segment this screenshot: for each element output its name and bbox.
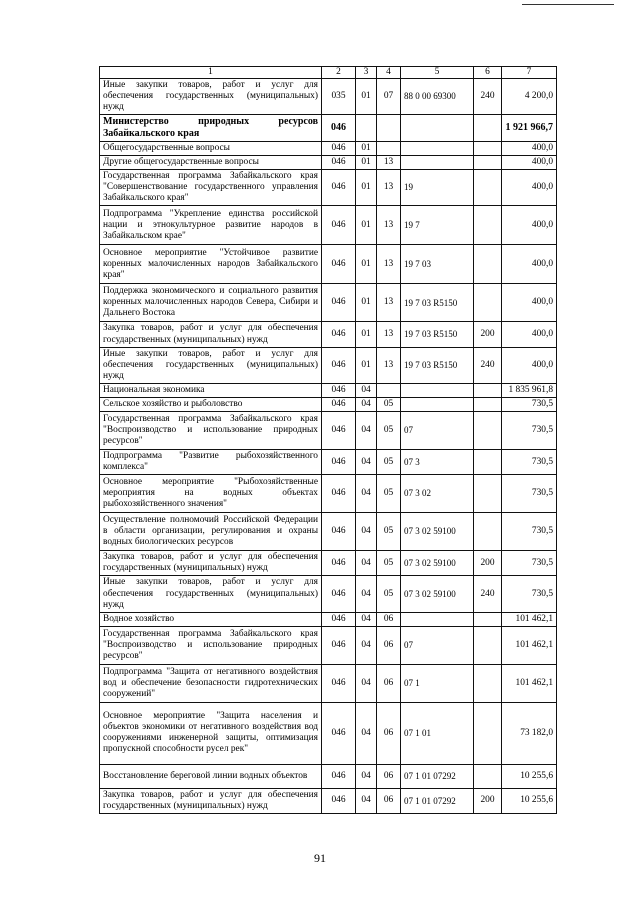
subsection-code-cell: 05 bbox=[377, 576, 401, 612]
row-name-cell: Государственная программа Забайкальского края "Совершенствование государственного управления Забайкальского края" bbox=[100, 170, 322, 206]
ministry-code-cell: 046 bbox=[322, 513, 356, 551]
column-header: 6 bbox=[474, 67, 502, 79]
amount-cell: 400,0 bbox=[502, 156, 557, 170]
ministry-code-cell: 046 bbox=[322, 412, 356, 450]
subsection-code-cell: 06 bbox=[377, 702, 401, 764]
table-row bbox=[100, 245, 557, 284]
section-code-cell: 04 bbox=[356, 450, 377, 475]
row-name-cell: Основное мероприятие "Устойчивое развитие коренных малочисленных народов Забайкальского края" bbox=[100, 245, 322, 284]
section-code-cell: 01 bbox=[356, 141, 377, 155]
target-article-cell: 19 7 03 R5150 bbox=[401, 322, 474, 347]
target-article-cell: 07 3 02 59100 bbox=[401, 551, 474, 576]
table-row bbox=[100, 398, 557, 412]
target-article-cell: 19 7 03 R5150 bbox=[401, 347, 474, 383]
subsection-code-cell: 06 bbox=[377, 626, 401, 664]
section-code-cell: 01 bbox=[356, 206, 377, 245]
column-header: 4 bbox=[377, 67, 401, 79]
amount-cell: 730,5 bbox=[502, 450, 557, 475]
target-article-cell bbox=[401, 156, 474, 170]
ministry-code-cell: 046 bbox=[322, 206, 356, 245]
expense-type-cell bbox=[474, 284, 502, 322]
ministry-code-cell: 046 bbox=[322, 764, 356, 788]
ministry-code-cell: 046 bbox=[322, 141, 356, 155]
amount-cell: 400,0 bbox=[502, 322, 557, 347]
section-code-cell: 01 bbox=[356, 79, 377, 115]
expense-type-cell bbox=[474, 245, 502, 284]
target-article-cell bbox=[401, 141, 474, 155]
amount-cell: 1 835 961,8 bbox=[502, 383, 557, 397]
amount-cell: 730,5 bbox=[502, 398, 557, 412]
section-code-cell: 01 bbox=[356, 156, 377, 170]
expense-type-cell bbox=[474, 412, 502, 450]
row-name-cell: Подпрограмма "Укрепление единства российской нации и этнокультурное развитие народов в Забайкальском крае" bbox=[100, 206, 322, 245]
ministry-code-cell: 046 bbox=[322, 383, 356, 397]
amount-cell: 73 182,0 bbox=[502, 702, 557, 764]
table-row bbox=[100, 284, 557, 322]
target-article-cell: 07 bbox=[401, 412, 474, 450]
ministry-code-cell: 046 bbox=[322, 245, 356, 284]
target-article-cell: 07 3 bbox=[401, 450, 474, 475]
amount-cell: 101 462,1 bbox=[502, 612, 557, 626]
amount-cell: 400,0 bbox=[502, 347, 557, 383]
ministry-code-cell: 046 bbox=[322, 788, 356, 813]
expense-type-cell bbox=[474, 206, 502, 245]
subsection-code-cell: 06 bbox=[377, 788, 401, 813]
amount-cell: 730,5 bbox=[502, 412, 557, 450]
amount-cell: 1 921 966,7 bbox=[502, 115, 557, 142]
ministry-code-cell: 046 bbox=[322, 284, 356, 322]
section-code-cell: 01 bbox=[356, 347, 377, 383]
expense-type-cell bbox=[474, 764, 502, 788]
table-row bbox=[100, 206, 557, 245]
amount-cell: 400,0 bbox=[502, 245, 557, 284]
expense-type-cell: 240 bbox=[474, 347, 502, 383]
amount-cell: 730,5 bbox=[502, 513, 557, 551]
subsection-code-cell: 13 bbox=[377, 347, 401, 383]
expense-type-cell bbox=[474, 141, 502, 155]
section-code-cell: 04 bbox=[356, 513, 377, 551]
ministry-code-cell: 046 bbox=[322, 664, 356, 702]
amount-cell: 400,0 bbox=[502, 284, 557, 322]
subsection-code-cell: 05 bbox=[377, 398, 401, 412]
expense-type-cell bbox=[474, 513, 502, 551]
section-code-cell: 04 bbox=[356, 398, 377, 412]
row-name-cell: Национальная экономика bbox=[100, 383, 322, 397]
row-name-cell: Водное хозяйство bbox=[100, 612, 322, 626]
target-article-cell: 07 3 02 59100 bbox=[401, 513, 474, 551]
top-rule bbox=[522, 4, 614, 5]
target-article-cell bbox=[401, 115, 474, 142]
section-code-cell: 04 bbox=[356, 612, 377, 626]
row-name-cell: Общегосударственные вопросы bbox=[100, 141, 322, 155]
subsection-code-cell: 05 bbox=[377, 551, 401, 576]
target-article-cell: 19 7 03 R5150 bbox=[401, 284, 474, 322]
ministry-code-cell: 046 bbox=[322, 702, 356, 764]
page-number: 91 bbox=[314, 851, 326, 865]
amount-cell: 400,0 bbox=[502, 170, 557, 206]
ministry-code-cell: 035 bbox=[322, 79, 356, 115]
subsection-code-cell: 07 bbox=[377, 79, 401, 115]
amount-cell: 10 255,6 bbox=[502, 764, 557, 788]
target-article-cell: 07 1 01 07292 bbox=[401, 788, 474, 813]
row-name-cell: Государственная программа Забайкальского края "Воспроизводство и использование природных ресурсов" bbox=[100, 412, 322, 450]
ministry-code-cell: 046 bbox=[322, 576, 356, 612]
subsection-code-cell: 06 bbox=[377, 612, 401, 626]
section-code-cell: 04 bbox=[356, 551, 377, 576]
table-row bbox=[100, 626, 557, 664]
amount-cell: 400,0 bbox=[502, 141, 557, 155]
section-code-cell: 04 bbox=[356, 383, 377, 397]
row-name-cell: Поддержка экономического и социального развития коренных малочисленных народов Севера, Сибири и Дальнего Востока bbox=[100, 284, 322, 322]
row-name-cell: Осуществление полномочий Российской Федерации в области организации, регулирования и охраны водных биологических ресурсов bbox=[100, 513, 322, 551]
amount-cell: 10 255,6 bbox=[502, 788, 557, 813]
expense-type-cell bbox=[474, 398, 502, 412]
table-row bbox=[100, 664, 557, 702]
subsection-code-cell: 05 bbox=[377, 450, 401, 475]
subsection-code-cell: 06 bbox=[377, 764, 401, 788]
expense-type-cell: 200 bbox=[474, 322, 502, 347]
table-header-row bbox=[100, 67, 557, 79]
row-name-cell: Подпрограмма "Защита от негативного воздействия вод и обеспечение безопасности гидротехнических сооружений" bbox=[100, 664, 322, 702]
target-article-cell: 07 1 01 07292 bbox=[401, 764, 474, 788]
amount-cell: 101 462,1 bbox=[502, 664, 557, 702]
budget-table bbox=[99, 66, 557, 814]
expense-type-cell bbox=[474, 626, 502, 664]
amount-cell: 400,0 bbox=[502, 206, 557, 245]
amount-cell: 730,5 bbox=[502, 551, 557, 576]
row-name-cell: Сельское хозяйство и рыболовство bbox=[100, 398, 322, 412]
expense-type-cell bbox=[474, 664, 502, 702]
ministry-code-cell: 046 bbox=[322, 626, 356, 664]
table-row bbox=[100, 412, 557, 450]
expense-type-cell: 240 bbox=[474, 576, 502, 612]
expense-type-cell bbox=[474, 156, 502, 170]
section-code-cell: 01 bbox=[356, 322, 377, 347]
table-row bbox=[100, 764, 557, 788]
target-article-cell bbox=[401, 383, 474, 397]
expense-type-cell: 240 bbox=[474, 79, 502, 115]
target-article-cell bbox=[401, 398, 474, 412]
section-code-cell bbox=[356, 115, 377, 142]
ministry-code-cell: 046 bbox=[322, 398, 356, 412]
target-article-cell: 07 1 01 bbox=[401, 702, 474, 764]
ministry-code-cell: 046 bbox=[322, 551, 356, 576]
subsection-code-cell: 13 bbox=[377, 322, 401, 347]
table-row bbox=[100, 347, 557, 383]
row-name-cell: Восстановление береговой линии водных объектов bbox=[100, 764, 322, 788]
column-header: 3 bbox=[356, 67, 377, 79]
ministry-code-cell: 046 bbox=[322, 170, 356, 206]
target-article-cell bbox=[401, 612, 474, 626]
subsection-code-cell: 05 bbox=[377, 412, 401, 450]
section-code-cell: 01 bbox=[356, 284, 377, 322]
table-row bbox=[100, 141, 557, 155]
row-name-cell: Иные закупки товаров, работ и услуг для обеспечения государственных (муниципальных) нужд bbox=[100, 79, 322, 115]
row-name-cell: Государственная программа Забайкальского края "Воспроизводство и использование природных ресурсов" bbox=[100, 626, 322, 664]
subsection-code-cell bbox=[377, 115, 401, 142]
target-article-cell: 88 0 00 69300 bbox=[401, 79, 474, 115]
target-article-cell: 19 7 bbox=[401, 206, 474, 245]
table-row bbox=[100, 551, 557, 576]
table-row bbox=[100, 702, 557, 764]
ministry-code-cell: 046 bbox=[322, 450, 356, 475]
section-code-cell: 04 bbox=[356, 475, 377, 513]
expense-type-cell bbox=[474, 383, 502, 397]
subsection-code-cell: 13 bbox=[377, 156, 401, 170]
target-article-cell: 07 3 02 bbox=[401, 475, 474, 513]
table-row bbox=[100, 115, 557, 142]
row-name-cell: Подпрограмма "Развитие рыбохозяйственного комплекса" bbox=[100, 450, 322, 475]
ministry-code-cell: 046 bbox=[322, 475, 356, 513]
amount-cell: 4 200,0 bbox=[502, 79, 557, 115]
subsection-code-cell: 13 bbox=[377, 284, 401, 322]
row-name-cell: Министерство природных ресурсов Забайкальского края bbox=[100, 115, 322, 142]
section-code-cell: 01 bbox=[356, 245, 377, 284]
table-row bbox=[100, 79, 557, 115]
table-row bbox=[100, 450, 557, 475]
target-article-cell: 19 7 03 bbox=[401, 245, 474, 284]
table-row bbox=[100, 788, 557, 813]
target-article-cell: 07 1 bbox=[401, 664, 474, 702]
subsection-code-cell bbox=[377, 141, 401, 155]
table-row bbox=[100, 513, 557, 551]
amount-cell: 730,5 bbox=[502, 576, 557, 612]
subsection-code-cell: 13 bbox=[377, 206, 401, 245]
expense-type-cell bbox=[474, 170, 502, 206]
target-article-cell: 19 bbox=[401, 170, 474, 206]
target-article-cell: 07 3 02 59100 bbox=[401, 576, 474, 612]
column-header: 1 bbox=[100, 67, 322, 79]
ministry-code-cell: 046 bbox=[322, 612, 356, 626]
section-code-cell: 04 bbox=[356, 788, 377, 813]
ministry-code-cell: 046 bbox=[322, 322, 356, 347]
row-name-cell: Закупка товаров, работ и услуг для обеспечения государственных (муниципальных) нужд bbox=[100, 788, 322, 813]
ministry-code-cell: 046 bbox=[322, 156, 356, 170]
subsection-code-cell: 13 bbox=[377, 245, 401, 284]
target-article-cell: 07 bbox=[401, 626, 474, 664]
section-code-cell: 04 bbox=[356, 626, 377, 664]
table-row bbox=[100, 576, 557, 612]
expense-type-cell bbox=[474, 450, 502, 475]
row-name-cell: Основное мероприятие "Защита населения и объектов экономики от негативного воздействия вод сооружениями инженерной защиты, оптимизация пропускной способности русел рек" bbox=[100, 702, 322, 764]
expense-type-cell bbox=[474, 115, 502, 142]
row-name-cell: Другие общегосударственные вопросы bbox=[100, 156, 322, 170]
column-header: 2 bbox=[322, 67, 356, 79]
row-name-cell: Закупка товаров, работ и услуг для обеспечения государственных (муниципальных) нужд bbox=[100, 551, 322, 576]
expense-type-cell bbox=[474, 612, 502, 626]
column-header: 7 bbox=[502, 67, 557, 79]
expense-type-cell: 200 bbox=[474, 551, 502, 576]
section-code-cell: 04 bbox=[356, 764, 377, 788]
subsection-code-cell: 13 bbox=[377, 170, 401, 206]
amount-cell: 101 462,1 bbox=[502, 626, 557, 664]
subsection-code-cell bbox=[377, 383, 401, 397]
row-name-cell: Основное мероприятие "Рыбохозяйственные мероприятия на водных объектах рыбохозяйственного значения" bbox=[100, 475, 322, 513]
ministry-code-cell: 046 bbox=[322, 347, 356, 383]
table-row bbox=[100, 170, 557, 206]
table-row bbox=[100, 383, 557, 397]
amount-cell: 730,5 bbox=[502, 475, 557, 513]
table-row bbox=[100, 322, 557, 347]
column-header: 5 bbox=[401, 67, 474, 79]
table-row bbox=[100, 475, 557, 513]
section-code-cell: 04 bbox=[356, 576, 377, 612]
section-code-cell: 04 bbox=[356, 702, 377, 764]
subsection-code-cell: 05 bbox=[377, 475, 401, 513]
row-name-cell: Иные закупки товаров, работ и услуг для обеспечения государственных (муниципальных) нужд bbox=[100, 347, 322, 383]
expense-type-cell bbox=[474, 475, 502, 513]
subsection-code-cell: 05 bbox=[377, 513, 401, 551]
table-row bbox=[100, 612, 557, 626]
subsection-code-cell: 06 bbox=[377, 664, 401, 702]
section-code-cell: 04 bbox=[356, 412, 377, 450]
row-name-cell: Закупка товаров, работ и услуг для обеспечения государственных (муниципальных) нужд bbox=[100, 322, 322, 347]
section-code-cell: 04 bbox=[356, 664, 377, 702]
section-code-cell: 01 bbox=[356, 170, 377, 206]
table-row bbox=[100, 156, 557, 170]
row-name-cell: Иные закупки товаров, работ и услуг для обеспечения государственных (муниципальных) нужд bbox=[100, 576, 322, 612]
expense-type-cell: 200 bbox=[474, 788, 502, 813]
expense-type-cell bbox=[474, 702, 502, 764]
ministry-code-cell: 046 bbox=[322, 115, 356, 142]
